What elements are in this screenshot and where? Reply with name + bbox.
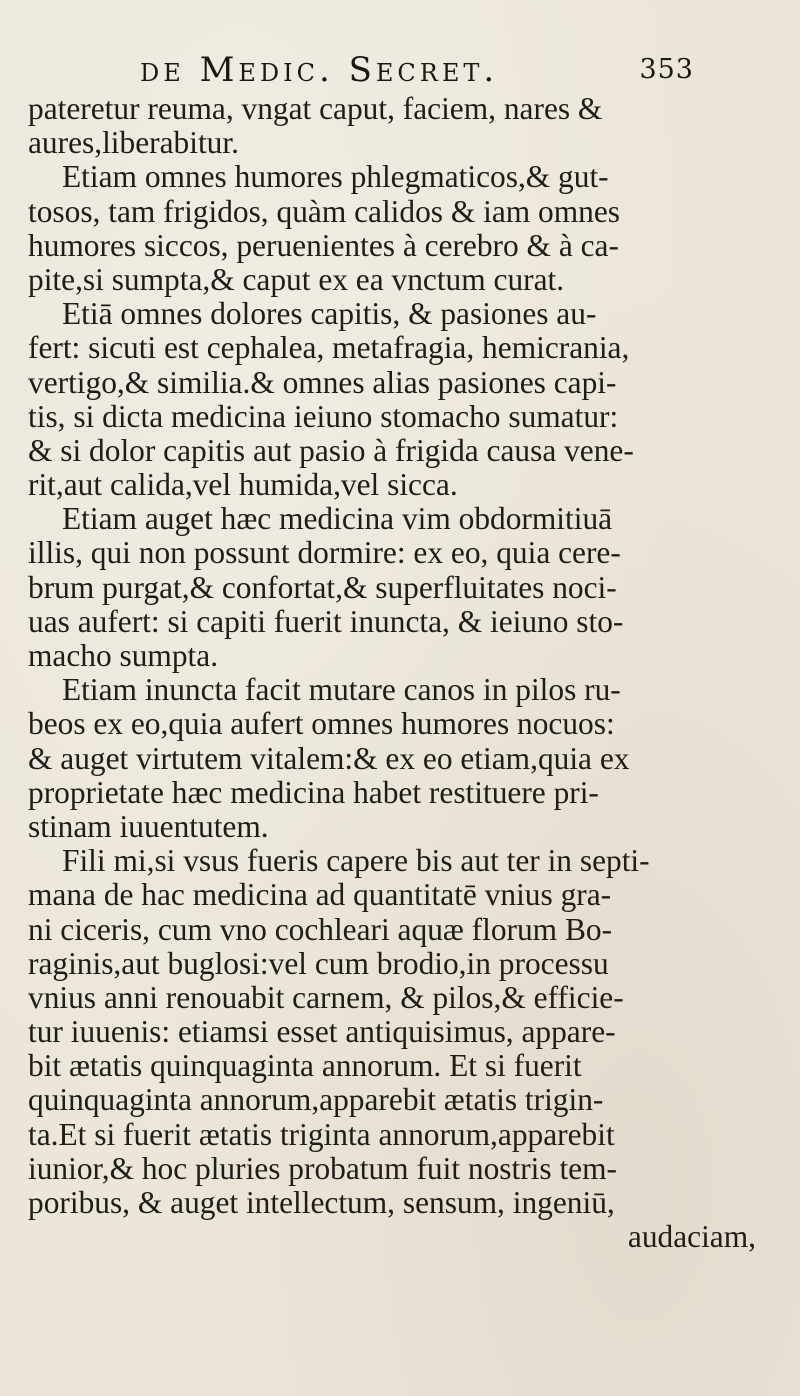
text-line: beos ex eo,quia aufert omnes humores nocuos: bbox=[28, 706, 615, 742]
text-line: tis, si dicta medicina ieiuno stomacho sumatur: bbox=[28, 398, 619, 434]
text-line: vnius anni renouabit carnem, & pilos,& efficie- bbox=[28, 979, 624, 1015]
body-text bbox=[28, 92, 768, 1254]
catchword: audaciam, bbox=[627, 1219, 756, 1255]
paragraph-start-line: Etiam omnes humores phlegmaticos,& gut- bbox=[62, 159, 609, 195]
text-line: pite,si sumpta,& caput ex ea vnctum curat. bbox=[28, 261, 565, 297]
text-line: poribus, & auget intellectum, sensum, ingeniū, bbox=[28, 1185, 615, 1220]
text-line: fert: sicuti est cephalea, metafragia, hemicrania, bbox=[28, 330, 630, 366]
page-number: 353 bbox=[639, 54, 694, 85]
text-line: mana de hac medicina ad quantitatē vnius gra- bbox=[28, 877, 612, 913]
text-line: pateretur reuma, vngat caput, faciem, nares & bbox=[28, 91, 603, 126]
text-line: aures,liberabitur. bbox=[28, 125, 239, 161]
text-line: iunior,& hoc pluries probatum fuit nostris tem- bbox=[28, 1150, 617, 1186]
text-line: quinquaginta annorum,apparebit ætatis trigin- bbox=[28, 1082, 604, 1118]
paragraph-start-line: Etiam inuncta facit mutare canos in pilos ru- bbox=[62, 672, 621, 708]
text-line: humores siccos, peruenientes à cerebro & à ca- bbox=[28, 227, 619, 263]
text-line: bit ætatis quinquaginta annorum. Et si fuerit bbox=[28, 1048, 582, 1084]
text-line: ni ciceris, cum vno cochleari aquæ florum Bo- bbox=[28, 911, 613, 947]
text-line: vertigo,& similia.& omnes alias pasiones capi- bbox=[28, 364, 617, 400]
running-title: de Medic. Secret. bbox=[140, 50, 499, 90]
text-line: & auget virtutem vitalem:& ex eo etiam,quia ex bbox=[28, 740, 630, 776]
text-line: proprietate hæc medicina habet restituere pri- bbox=[28, 774, 599, 810]
text-line: tur iuuenis: etiamsi esset antiquisimus, appare- bbox=[28, 1014, 616, 1050]
paragraph-start-line: Etiam auget hæc medicina vim obdormitiuā bbox=[62, 501, 613, 537]
paragraph-start-line: Fili mi,si vsus fueris capere bis aut ter in septi- bbox=[62, 843, 650, 879]
text-line: illis, qui non possunt dormire: ex eo, quia cere- bbox=[28, 535, 621, 571]
paragraph-start-line: Etiā omnes dolores capitis, & pasiones au- bbox=[62, 296, 597, 332]
text-line: raginis,aut buglosi:vel cum brodio,in processu bbox=[28, 945, 609, 981]
text-line: tosos, tam frigidos, quàm calidos & iam omnes bbox=[28, 193, 620, 229]
text-line: brum purgat,& confortat,& superfluitates noci- bbox=[28, 569, 617, 605]
text-line: stinam iuuentutem. bbox=[28, 808, 269, 844]
text-line: uas aufert: si capiti fuerit inuncta, & ieiuno sto- bbox=[28, 603, 624, 639]
text-line: & si dolor capitis aut pasio à frigida causa vene- bbox=[28, 432, 634, 468]
text-line: macho sumpta. bbox=[28, 638, 219, 673]
text-line: ta.Et si fuerit ætatis triginta annorum,apparebit bbox=[28, 1116, 615, 1152]
text-line: rit,aut calida,vel humida,vel sicca. bbox=[28, 467, 458, 503]
